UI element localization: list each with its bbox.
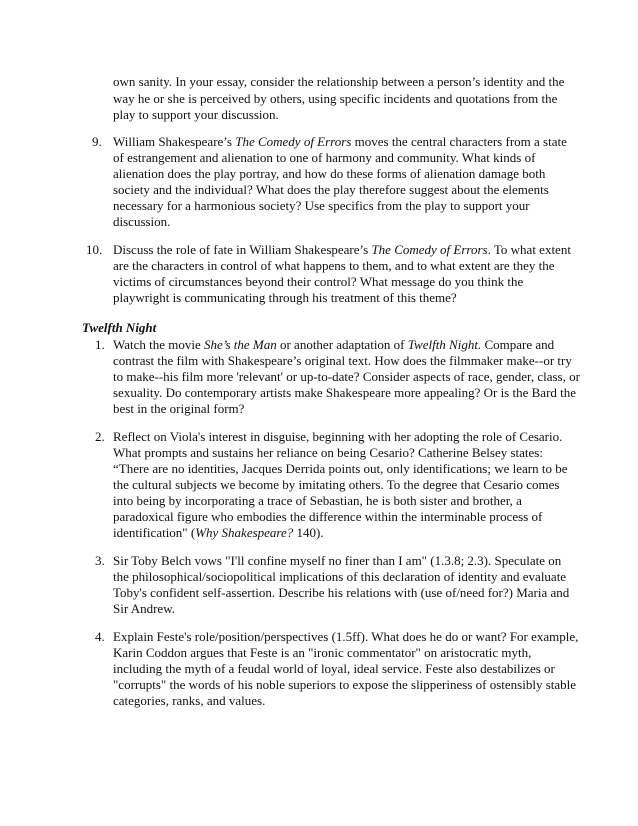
item-line: best in the original form?: [113, 401, 245, 416]
item-line: "corrupts" the words of his noble superiors to expose the slipperiness of ostensibly stable: [113, 677, 577, 692]
item-line: discussion.: [113, 214, 171, 229]
item-line: necessary for a harmonious society? Use specifics from the play to support your: [113, 198, 530, 213]
item-line: Discuss the role of fate in William Shakespeare’s The Comedy of Errors. To what extent: [113, 242, 571, 257]
item-line: into being by incorporating a trace of Sebastian, he is both sister and brother, a: [113, 493, 522, 508]
item-line: paradoxical figure who embodies the difference within the interminable process of: [113, 509, 543, 524]
item-line: Karin Coddon argues that Feste is an "ironic commentator" on aristocratic myth,: [113, 645, 532, 660]
item-line: of estrangement and alienation to one of harmony and community. What kinds of: [113, 150, 536, 165]
item-line: Watch the movie She’s the Man or another adaptation of Twelfth Night. Compare and: [113, 337, 555, 352]
item-line: to make--his film more 'relevant' or up-to-date? Consider aspects of race, gender, class, or: [113, 369, 580, 384]
item-line: “There are no identities, Jacques Derrida points out, only identifications; we learn to be: [113, 461, 568, 476]
item-line: contrast the film with Shakespeare’s original text. How does the filmmaker make--or try: [113, 353, 572, 368]
item-number: 10.: [86, 242, 103, 257]
item-line: alienation does the play portray, and how do these forms of alienation damage both: [113, 166, 546, 181]
item-line: sexuality. Do contemporary artists make Shakespeare more appealing? Or is the Bard the: [113, 385, 577, 400]
continuation-line: play to support your discussion.: [113, 107, 279, 122]
item-number: 1.: [95, 337, 105, 352]
item-line: the cultural subjects we become by imitating others. To the degree that Cesario comes: [113, 477, 560, 492]
continuation-line: own sanity. In your essay, consider the relationship between a person’s identity and the: [113, 74, 565, 89]
item-line: including the myth of a feudal world of loyal, ideal service. Feste also destabilizes or: [113, 661, 555, 676]
item-line: victims of circumstances beyond their control? What message do you think the: [113, 274, 524, 289]
item-line: identification" (Why Shakespeare? 140).: [113, 525, 324, 540]
item-line: Toby's confident self-assertion. Describe his relations with (use of/need for?) Maria and: [113, 585, 570, 600]
continuation-line: way he or she is perceived by others, using specific incidents and quotations from the: [113, 91, 558, 106]
item-line: categories, ranks, and values.: [113, 693, 266, 708]
item-number: 3.: [95, 553, 105, 568]
item-number: 9.: [92, 134, 102, 149]
item-line: Explain Feste's role/position/perspectives (1.5ff). What does he do or want? For example,: [113, 629, 579, 644]
item-line: are the characters in control of what happens to them, and to what extent are they the: [113, 258, 555, 273]
section-heading: Twelfth Night: [82, 320, 157, 335]
item-line: Sir Toby Belch vows "I'll confine myself no finer than I am" (1.3.8; 2.3). Speculate on: [113, 553, 562, 568]
item-line: What prompts and sustains her reliance on being Cesario? Catherine Belsey states:: [113, 445, 543, 460]
item-line: the philosophical/sociopolitical implications of this declaration of identity and evaluate: [113, 569, 567, 584]
item-line: playwright is communicating through his treatment of this theme?: [113, 290, 457, 305]
item-number: 4.: [95, 629, 105, 644]
item-line: Reflect on Viola's interest in disguise, beginning with her adopting the role of Cesario.: [113, 429, 563, 444]
item-line: society and the individual? What does the play therefore suggest about the elements: [113, 182, 549, 197]
item-line: Sir Andrew.: [113, 601, 175, 616]
item-line: William Shakespeare’s The Comedy of Errors moves the central characters from a state: [113, 134, 567, 149]
item-number: 2.: [95, 429, 105, 444]
